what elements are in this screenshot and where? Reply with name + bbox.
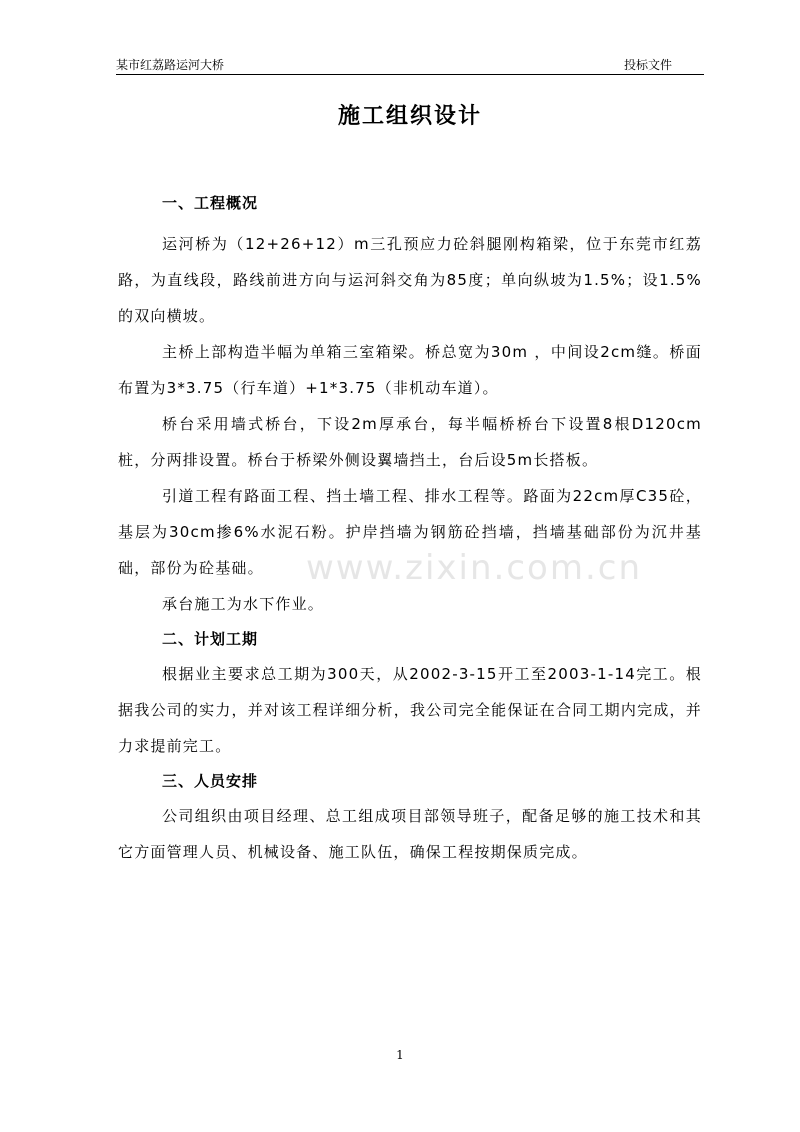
section-heading-overview: 一、工程概况 <box>162 194 259 212</box>
paragraph-overview-3: 桥台采用墙式桥台，下设2m厚承台，每半幅桥桥台下设置8根D120cm桩，分两排设置。桥台于桥梁外侧设翼墙挡土，台后设5m长搭板。 <box>118 415 702 469</box>
paragraph-overview-1: 运河桥为（12+26+12）m三孔预应力砼斜腿刚构箱梁，位于东莞市红荔路，为直线段，路线前进方向与运河斜交角为85度；单向纵坡为1.5%；设1.5%的双向横坡。 <box>118 235 702 325</box>
paragraph-schedule-1: 根据业主要求总工期为300天，从2002-3-15开工至2003-1-14完工。根据我公司的实力，并对该工程详细分析，我公司完全能保证在合同工期内完成，并力求提前完工。 <box>118 665 702 755</box>
document-title: 施工组织设计 <box>337 104 482 129</box>
header-project-name: 某市红荔路运河大桥 <box>116 58 225 72</box>
paragraph-staffing-1: 公司组织由项目经理、总工组成项目部领导班子，配备足够的施工技术和其它方面管理人员、机械设备、施工队伍，确保工程按期保质完成。 <box>118 807 702 861</box>
paragraph-overview-4: 引道工程有路面工程、挡土墙工程、排水工程等。路面为22cm厚C35砼，基层为30cm掺6%水泥石粉。护岸挡墙为钢筋砼挡墙，挡墙基础部份为沉井基础，部份为砼基础。 <box>118 487 702 577</box>
section-heading-staffing: 三、人员安排 <box>162 772 259 790</box>
watermark: www.zixin.com.cn <box>306 548 642 588</box>
document-body <box>118 186 702 870</box>
page-number: 1 <box>396 1048 404 1062</box>
section-heading-schedule: 二、计划工期 <box>162 630 259 648</box>
paragraph-overview-5: 承台施工为水下作业。 <box>162 595 325 613</box>
page-header <box>116 56 704 75</box>
header-doc-type: 投标文件 <box>623 58 672 72</box>
paragraph-overview-2: 主桥上部构造半幅为单箱三室箱梁。桥总宽为30m ，中间设2cm缝。桥面布置为3*3.75（行车道）+1*3.75（非机动车道）。 <box>118 343 702 397</box>
